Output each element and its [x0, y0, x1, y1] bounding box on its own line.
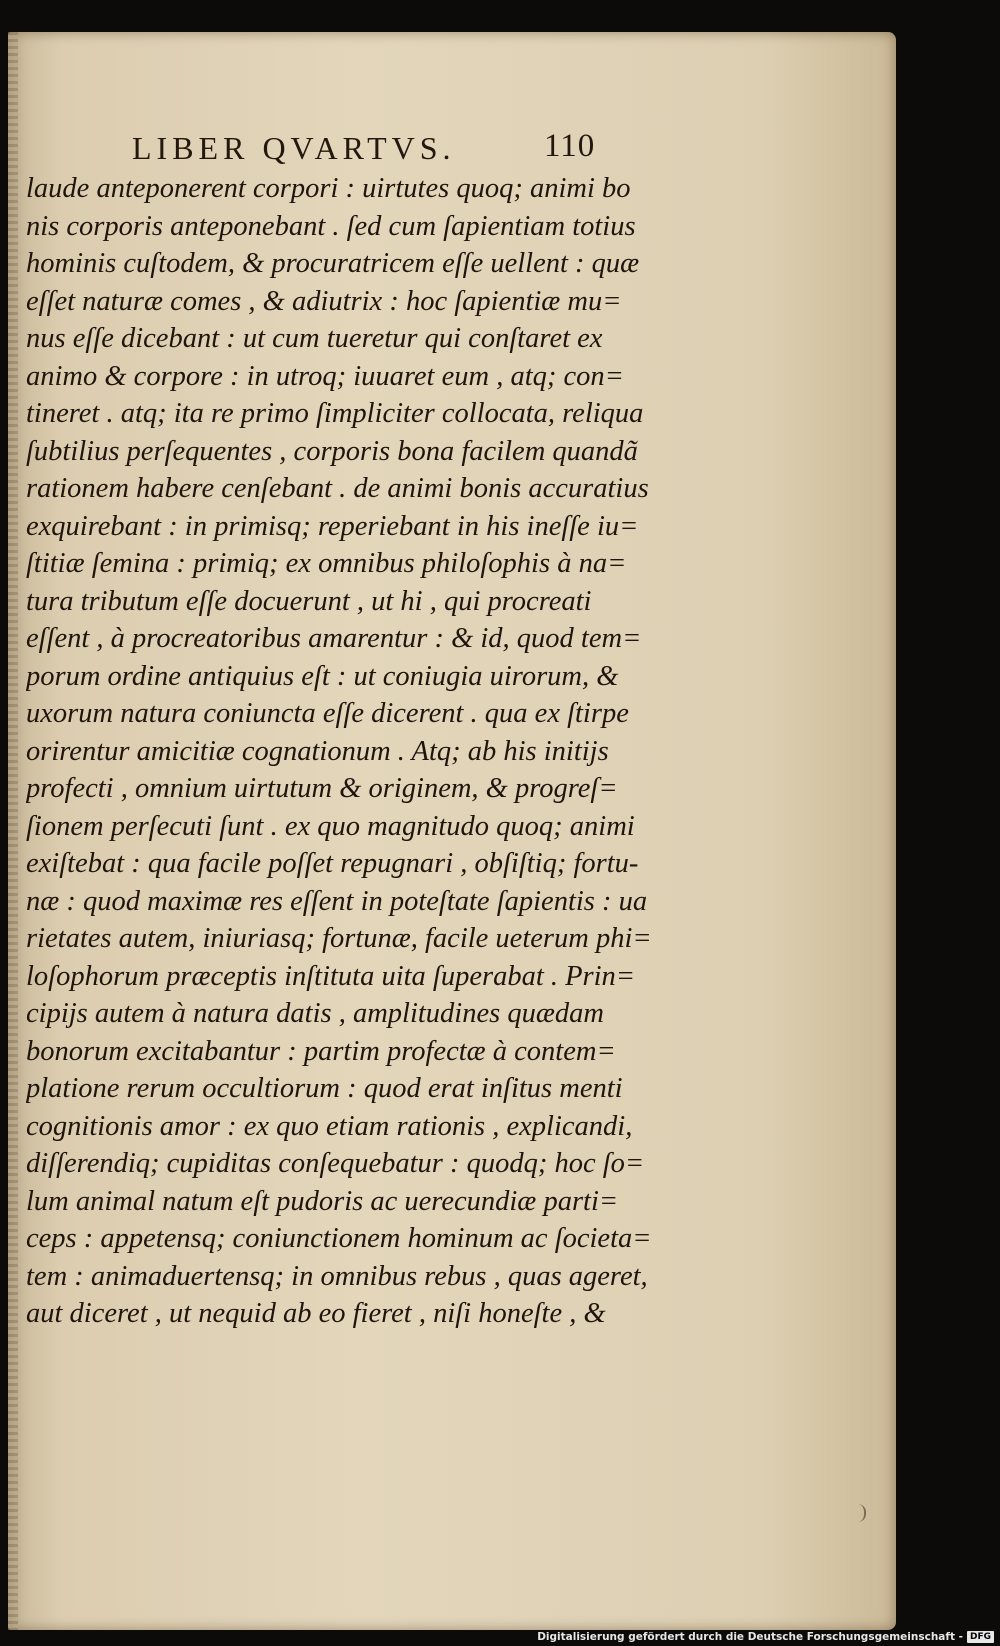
text-line: nus eſſe dicebant : ut cum tueretur qui conſtaret ex: [26, 323, 603, 354]
text-line: ſubtilius perſequentes , corporis bona facilem quandã: [26, 435, 638, 467]
text-line: uxorum natura coniuncta eſſe dicerent . qua ex ſtirpe: [26, 698, 629, 729]
text-line: rationem habere cenſebant . de animi bonis accuratius: [26, 473, 649, 504]
text-line: profecti , omnium uirtutum & originem, & progreſ=: [26, 773, 618, 804]
text-line: animo & corpore : in utroq; iuuaret eum , atq; con=: [26, 360, 624, 392]
text-line: exquirebant : in primisq; reperiebant in his ineſſe iu=: [26, 510, 639, 542]
text-line: porum ordine antiquius eſt : ut coniugia uirorum, &: [26, 660, 619, 692]
text-line: tem : animaduertensq; in omnibus rebus , quas ageret,: [26, 1260, 648, 1292]
dfg-logo-icon: DFG: [967, 1631, 994, 1643]
text-line: nis corporis anteponebant . ſed cum ſapientiam totius: [26, 210, 636, 242]
text-line: eſſet naturæ comes , & adiutrix : hoc ſapientiæ mu=: [26, 285, 622, 317]
text-line: bonorum excitabantur : partim profectæ à contem=: [26, 1035, 616, 1067]
text-line: lum animal natum eſt pudoris ac uerecundiæ parti=: [26, 1185, 619, 1217]
running-title: LIBER QVARTVS.: [132, 130, 456, 166]
digitization-footer: [537, 1631, 994, 1643]
text-line: ſionem perſecuti ſunt . ex quo magnitudo quoq; animi: [26, 810, 635, 842]
text-line: rietates autem, iniuriasq; fortunæ, facile ueterum phi=: [26, 923, 652, 954]
text-line: platione rerum occultiorum : quod erat inſitus menti: [26, 1073, 623, 1104]
text-line: tineret . atq; ita re primo ſimpliciter collocata, reliqua: [26, 398, 644, 429]
text-line: tura tributum eſſe docuerunt , ut hi , qui procreati: [26, 585, 592, 617]
text-line: diſſerendiq; cupiditas conſequebatur : quodq; hoc ſo=: [26, 1148, 645, 1179]
text-line: laude anteponerent corpori : uirtutes quoq; animi bo: [26, 173, 631, 204]
text-line: eſſent , à procreatoribus amarentur : & id, quod tem=: [26, 623, 642, 654]
body-text: [26, 170, 666, 1333]
text-line: cognitionis amor : ex quo etiam rationis , explicandi,: [26, 1110, 633, 1142]
page-header: [132, 130, 612, 174]
funding-credit: Digitalisierung gefördert durch die Deutsche Forschungsgemeinschaft -: [537, 1631, 963, 1643]
text-line: exiſtebat : qua facile poſſet repugnari , obſiſtiq; fortu-: [26, 848, 639, 879]
text-line: næ : quod maximæ res eſſent in poteſtate ſapientis : ua: [26, 885, 648, 917]
text-line: orirentur amicitiæ cognationum . Atq; ab his initijs: [26, 735, 609, 767]
text-line: hominis cuſtodem, & procuratricem eſſe uellent : quæ: [26, 248, 640, 279]
page-edge: [8, 32, 18, 1630]
text-line: aut diceret , ut nequid ab eo fieret , niſi honeſte , &: [26, 1298, 606, 1329]
text-line: ſtitiæ ſemina : primiq; ex omnibus philoſophis à na=: [26, 548, 627, 579]
folio-number: 110: [544, 128, 596, 164]
text-line: loſophorum præceptis inſtituta uita ſuperabat . Prin=: [26, 960, 636, 992]
text-line: cipijs autem à natura datis , amplitudines quædam: [26, 998, 604, 1029]
book-page: [8, 32, 896, 1630]
text-line: ceps : appetensq; coniunctionem hominum ac ſocieta=: [26, 1223, 652, 1254]
